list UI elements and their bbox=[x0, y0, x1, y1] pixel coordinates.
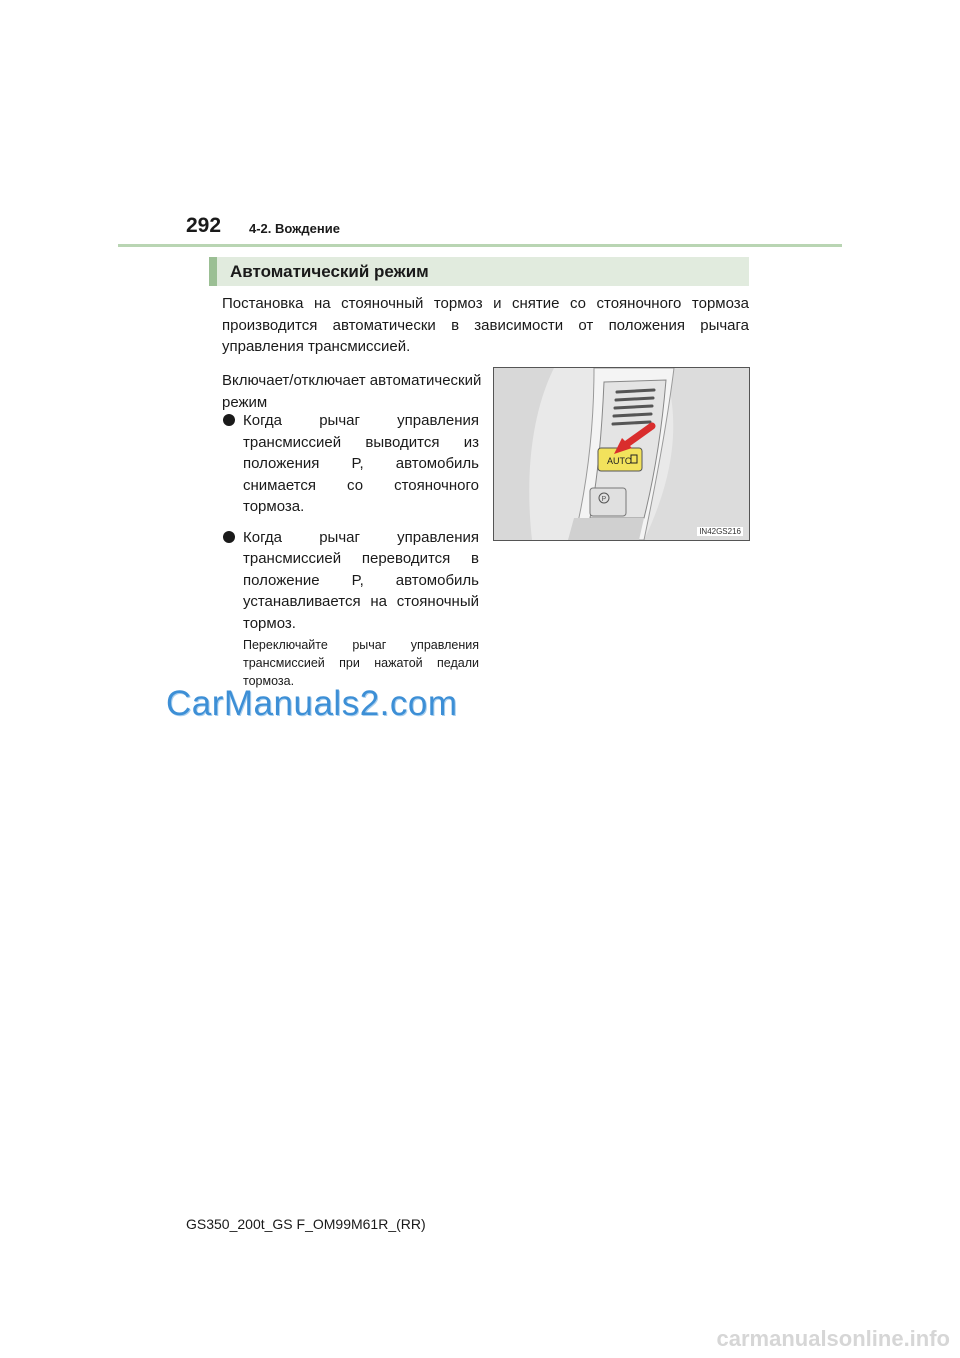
auto-button-label: AUTO bbox=[607, 456, 632, 466]
figure-caption: Включает/отключает автоматический режим bbox=[222, 372, 482, 411]
document-footer: GS350_200t_GS F_OM99M61R_(RR) bbox=[186, 1216, 426, 1232]
bullet-text: Когда рычаг управления трансмиссией переводится в положение P, автомобиль устанавливается на стояночный тормоз. bbox=[243, 528, 479, 632]
figure-code: IN42GS216 bbox=[699, 527, 741, 536]
list-item bbox=[222, 410, 479, 518]
bullet-icon bbox=[223, 414, 235, 426]
section-heading-text: Автоматический режим bbox=[230, 262, 429, 281]
page-number: 292 bbox=[186, 214, 222, 237]
console-drawing bbox=[494, 368, 749, 540]
intro-paragraph: Постановка на стояночный тормоз и снятие со стояночного тормоза производится автоматически в зависимости от положения рычага управления трансмиссией. bbox=[222, 295, 749, 355]
bullet-icon bbox=[223, 531, 235, 543]
section-heading bbox=[209, 257, 749, 286]
note-text: Переключайте рычаг управления трансмиссией при нажатой педали тормоза. bbox=[243, 638, 479, 688]
list-item bbox=[222, 527, 479, 635]
bottom-logo: carmanualsonline.info bbox=[716, 1326, 950, 1351]
bullet-list bbox=[222, 410, 479, 643]
svg-text:P: P bbox=[601, 496, 607, 503]
header-divider bbox=[118, 244, 842, 247]
bullet-text: Когда рычаг управления трансмиссией выводится из положения P, автомобиль снимается со стояночного тормоза. bbox=[243, 412, 479, 515]
watermark-link[interactable]: CarManuals2.com bbox=[166, 684, 458, 723]
parking-brake-switch-illustration bbox=[493, 367, 750, 541]
section-label: 4-2. Вождение bbox=[249, 221, 340, 236]
